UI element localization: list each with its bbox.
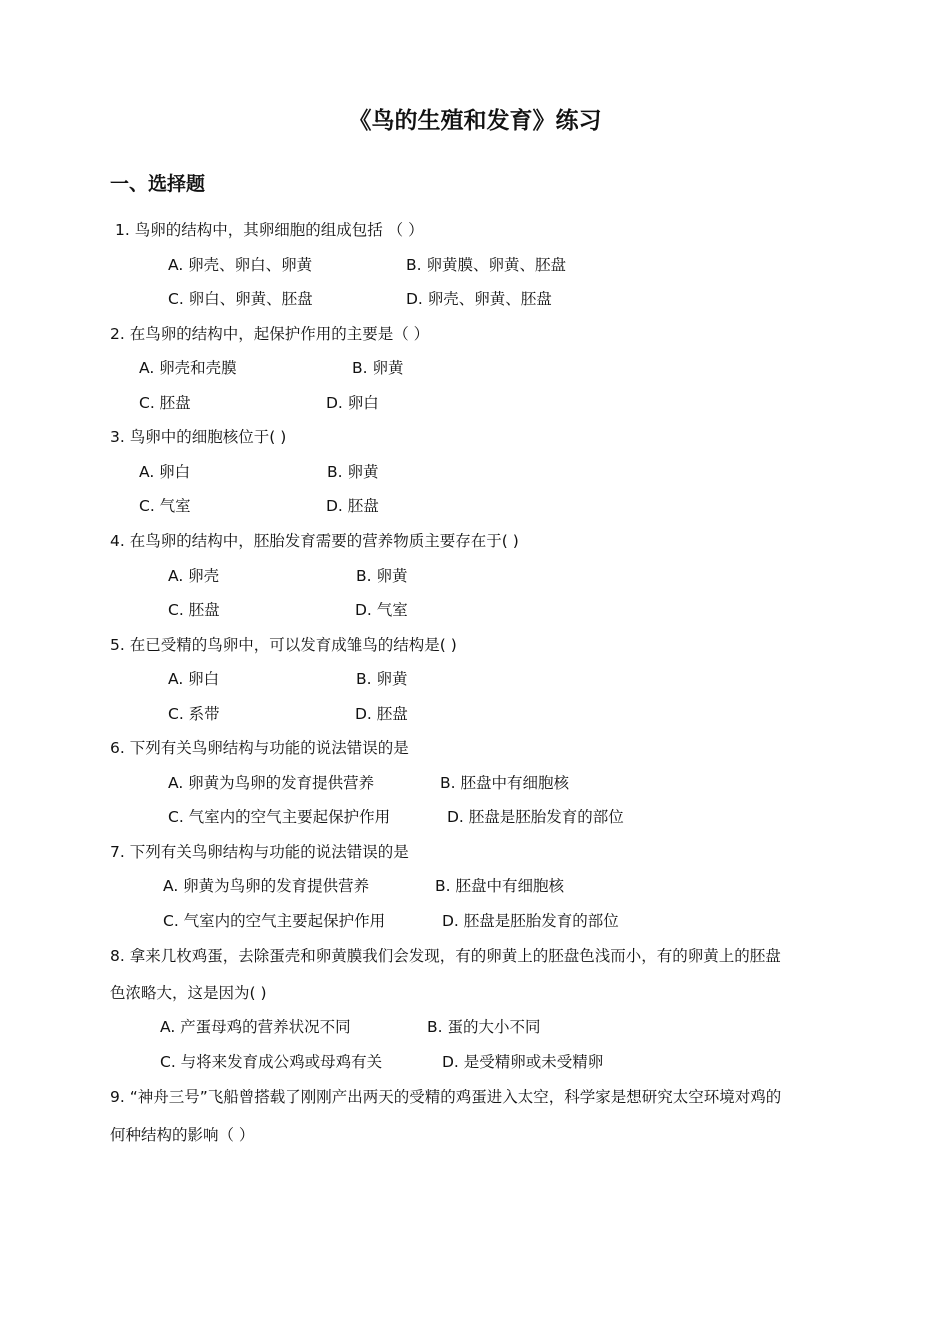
question-8-text: 色浓略大，这是因为( )	[110, 984, 267, 1002]
question-5-option-d: D. 胚盘	[355, 705, 408, 723]
question-7-option-c: C. 气室内的空气主要起保护作用	[163, 912, 386, 930]
question-7-option-b: B. 胚盘中有细胞核	[435, 877, 564, 895]
question-2-option-b: B. 卵黄	[352, 359, 404, 377]
question-1-option-d: D. 卵壳、卵黄、胚盘	[406, 290, 552, 308]
question-8-text: 8. 拿来几枚鸡蛋，去除蛋壳和卵黄膜我们会发现，有的卵黄上的胚盘色浅而小，有的卵黄上的胚盘	[110, 947, 781, 965]
question-3-option-a: A. 卵白	[139, 463, 191, 481]
question-3-option-b: B. 卵黄	[327, 463, 379, 481]
question-6-option-a: A. 卵黄为鸟卵的发育提供营养	[168, 774, 375, 792]
question-6-option-d: D. 胚盘是胚胎发育的部位	[447, 808, 624, 826]
question-1-option-a: A. 卵壳、卵白、卵黄	[168, 256, 313, 274]
question-9-text: 何种结构的影响（ ）	[110, 1126, 255, 1144]
question-5-option-c: C. 系带	[168, 705, 220, 723]
question-1-text: 1. 鸟卵的结构中，其卵细胞的组成包括 （ ）	[115, 221, 424, 239]
question-1-option-b: B. 卵黄膜、卵黄、胚盘	[406, 256, 566, 274]
question-4-option-d: D. 气室	[355, 601, 408, 619]
question-4-option-a: A. 卵壳	[168, 567, 220, 585]
question-7-option-a: A. 卵黄为鸟卵的发育提供营养	[163, 877, 370, 895]
question-6-option-b: B. 胚盘中有细胞核	[440, 774, 569, 792]
question-5-option-a: A. 卵白	[168, 670, 220, 688]
question-8-option-a: A. 产蛋母鸡的营养状况不同	[160, 1018, 351, 1036]
question-9-text: 9. “神舟三号”飞船曾搭载了刚刚产出两天的受精的鸡蛋进入太空，科学家是想研究太空环境对鸡的	[110, 1088, 782, 1106]
question-4-option-b: B. 卵黄	[356, 567, 408, 585]
question-5-option-b: B. 卵黄	[356, 670, 408, 688]
question-8-option-c: C. 与将来发育成公鸡或母鸡有关	[160, 1053, 383, 1071]
question-4-option-c: C. 胚盘	[168, 601, 220, 619]
question-8-option-b: B. 蛋的大小不同	[427, 1018, 541, 1036]
page-title: 《鸟的生殖和发育》练习	[348, 108, 602, 134]
question-2-option-a: A. 卵壳和壳膜	[139, 359, 237, 377]
question-8-option-d: D. 是受精卵或未受精卵	[442, 1053, 604, 1071]
question-2-option-d: D. 卵白	[326, 394, 379, 412]
question-3-text: 3. 鸟卵中的细胞核位于( )	[110, 428, 287, 446]
section-heading: 一、选择题	[110, 173, 206, 195]
question-2-text: 2. 在鸟卵的结构中，起保护作用的主要是（ ）	[110, 325, 430, 343]
question-5-text: 5. 在已受精的鸟卵中，可以发育成雏鸟的结构是( )	[110, 636, 457, 654]
question-3-option-d: D. 胚盘	[326, 497, 379, 515]
question-6-option-c: C. 气室内的空气主要起保护作用	[168, 808, 391, 826]
question-6-text: 6. 下列有关鸟卵结构与功能的说法错误的是	[110, 739, 409, 757]
question-4-text: 4. 在鸟卵的结构中，胚胎发育需要的营养物质主要存在于( )	[110, 532, 519, 550]
question-3-option-c: C. 气室	[139, 497, 191, 515]
question-2-option-c: C. 胚盘	[139, 394, 191, 412]
question-7-text: 7. 下列有关鸟卵结构与功能的说法错误的是	[110, 843, 409, 861]
question-1-option-c: C. 卵白、卵黄、胚盘	[168, 290, 313, 308]
question-7-option-d: D. 胚盘是胚胎发育的部位	[442, 912, 619, 930]
